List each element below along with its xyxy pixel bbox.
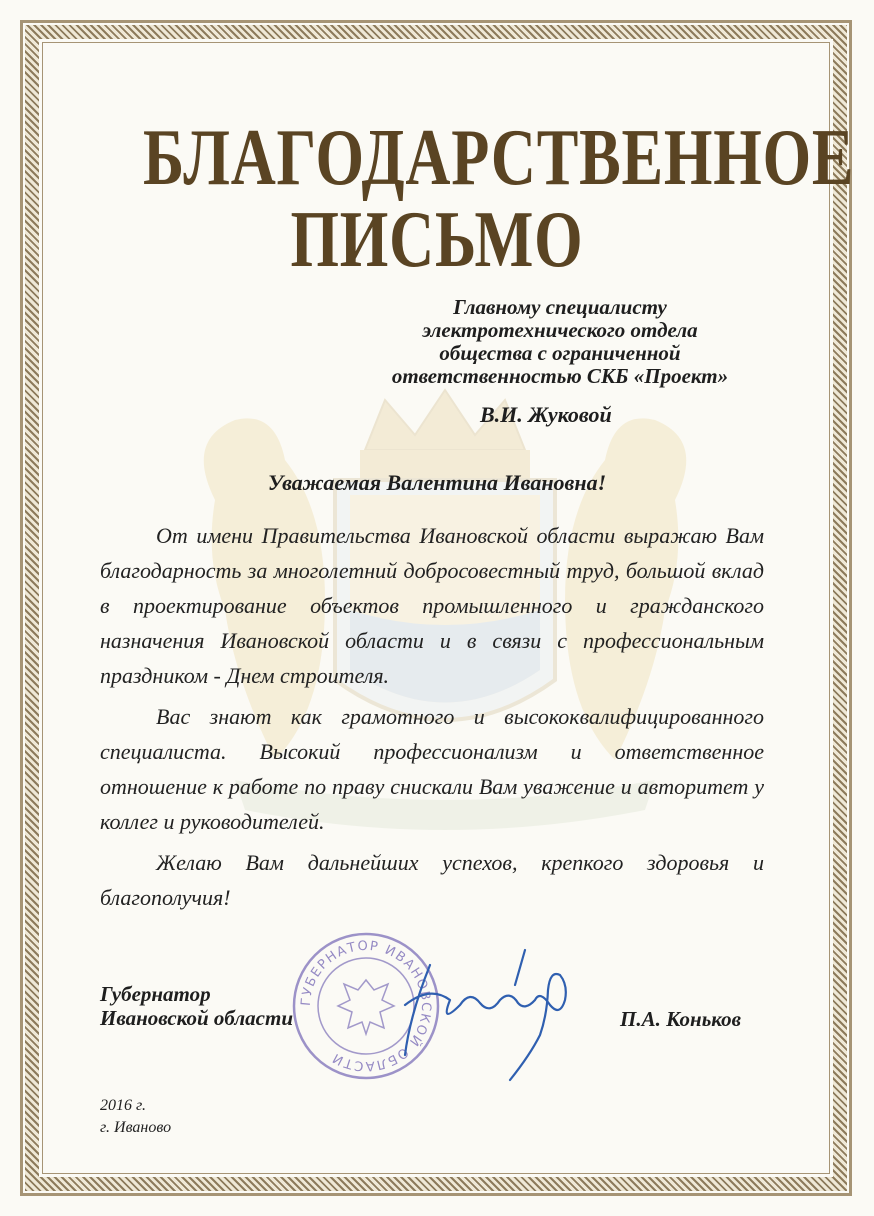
document-title-line2: ПИСЬМО: [290, 196, 584, 284]
body-paragraph: Вас знают как грамотного и высококвалифицированного специалиста. Высокий профессионализм и ответственное отношение к работе по праву снискали Вам уважение и авторитет у коллег и руководителей.: [100, 704, 764, 834]
addressee-line: Главному специалисту: [453, 295, 667, 319]
body-paragraph: Желаю Вам дальнейших успехов, крепкого здоровья и благополучия!: [100, 850, 764, 910]
footer-city: г. Иваново: [100, 1119, 172, 1136]
position-line: Ивановской области: [100, 1006, 293, 1030]
letter-body: [100, 518, 764, 921]
addressee-line: ответственностью СКБ «Проект»: [391, 364, 729, 388]
stamp-text: ГУБЕРНАТОР ИВАНОВСКОЙ ОБЛАСТИ: [298, 938, 434, 1074]
addressee-line: общества с ограниченной: [439, 341, 681, 365]
signatory-position: [100, 982, 293, 1030]
footer-date-place: [100, 1095, 171, 1139]
addressee-block: [360, 296, 760, 388]
handwritten-signature: [390, 945, 590, 1085]
footer-year: 2016 г.: [100, 1097, 147, 1114]
greeting: Уважаемая Валентина Ивановна!: [267, 470, 607, 495]
recipient-name: В.И. Жуковой: [480, 402, 612, 427]
document-title-line1: БЛАГОДАРСТВЕННОЕ: [142, 114, 855, 202]
position-line: Губернатор: [100, 982, 211, 1006]
addressee-line: электротехнического отдела: [422, 318, 698, 342]
body-paragraph: От имени Правительства Ивановской области выражаю Вам благодарность за многолетний добросовестный труд, большой вклад в проектирование объектов промышленного и гражданского назначения Ивановской области и в связи с профессиональным праздником - Днем строителя.: [100, 523, 764, 688]
signatory-name: П.А. Коньков: [620, 1007, 742, 1031]
